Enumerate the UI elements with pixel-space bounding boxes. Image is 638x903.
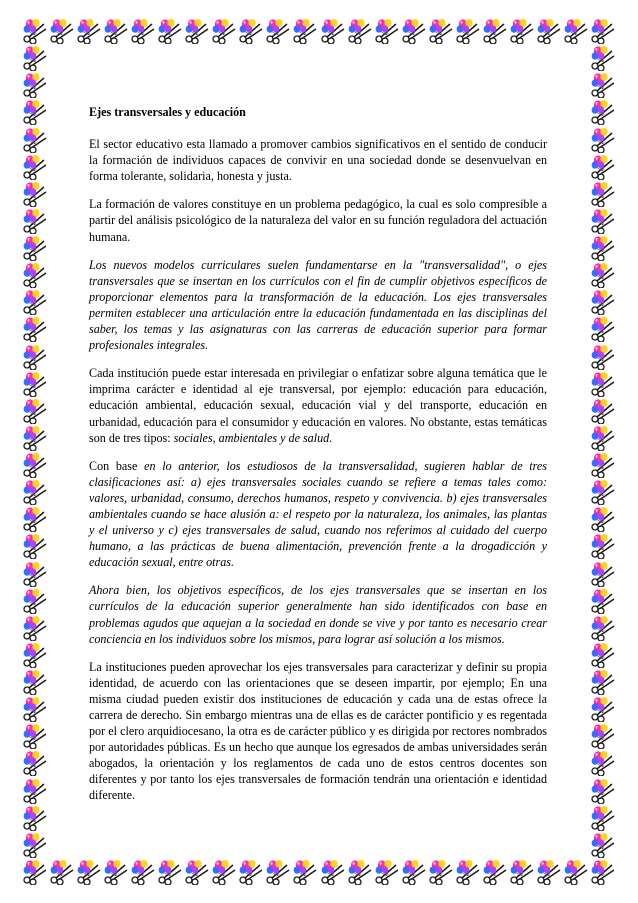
- balloons-scissors-icon: [238, 859, 264, 885]
- balloons-scissors-icon: [22, 127, 48, 153]
- page-title: Ejes transversales y educación: [89, 105, 246, 119]
- balloons-scissors-icon: [590, 859, 616, 885]
- balloons-scissors-icon: [590, 832, 616, 858]
- balloons-scissors-icon: [590, 262, 616, 288]
- balloons-scissors-icon: [428, 18, 454, 44]
- balloons-scissors-icon: [22, 289, 48, 315]
- balloons-scissors-icon: [374, 18, 400, 44]
- balloons-scissors-icon: [563, 18, 589, 44]
- paragraph-1: El sector educativo esta llamado a promover cambios significativos en el sentido de conducir la formación de individuos capaces de convivir en una sociedad donde se desenvuelvan en forma tolerante, solidaria, honesta y justa.: [89, 137, 547, 184]
- balloons-scissors-icon: [130, 18, 156, 44]
- paragraph-4-text: Cada institución puede estar interesada en privilegiar o enfatizar sobre alguna temática que le imprima carácter e identidad al eje transversal, por ejemplo: educación para educación, educación ambiental, educación sexual, educación vial y del transporte, educación en urbanidad, educación para el consumidor y educación en valores. No obstante, estas temáticas son de tres tipos:: [89, 366, 547, 445]
- balloons-scissors-icon: [22, 723, 48, 749]
- balloons-scissors-icon: [590, 506, 616, 532]
- balloons-scissors-icon: [590, 316, 616, 342]
- balloons-scissors-icon: [22, 452, 48, 478]
- balloons-scissors-icon: [509, 859, 535, 885]
- balloons-scissors-icon: [590, 805, 616, 831]
- balloons-scissors-icon: [184, 18, 210, 44]
- balloons-scissors-icon: [482, 859, 508, 885]
- balloons-scissors-icon: [238, 18, 264, 44]
- balloons-scissors-icon: [22, 344, 48, 370]
- balloons-scissors-icon: [184, 859, 210, 885]
- balloons-scissors-icon: [22, 154, 48, 180]
- balloons-scissors-icon: [22, 832, 48, 858]
- balloons-scissors-icon: [22, 72, 48, 98]
- balloons-scissors-icon: [347, 18, 373, 44]
- document-body: [89, 104, 547, 816]
- balloons-scissors-icon: [590, 561, 616, 587]
- balloons-scissors-icon: [130, 859, 156, 885]
- balloons-scissors-icon: [22, 859, 48, 885]
- balloons-scissors-icon: [563, 859, 589, 885]
- balloons-scissors-icon: [590, 99, 616, 125]
- balloons-scissors-icon: [157, 18, 183, 44]
- balloons-scissors-icon: [590, 289, 616, 315]
- balloons-scissors-icon: [292, 18, 318, 44]
- balloons-scissors-icon: [22, 18, 48, 44]
- balloons-scissors-icon: [22, 425, 48, 451]
- balloons-scissors-icon: [401, 18, 427, 44]
- balloons-scissors-icon: [590, 398, 616, 424]
- balloons-scissors-icon: [590, 533, 616, 559]
- balloons-scissors-icon: [22, 181, 48, 207]
- balloons-scissors-icon: [22, 208, 48, 234]
- paragraph-3: Los nuevos modelos curriculares suelen fundamentarse en la "transversalidad", o ejes transversales que se insertan en los currículos con el fin de cumplir objetivos específicos de proporcionar elementos para la transformación de la educación. Los ejes transversales permiten establecer una articulación entre la educación fundamentada en las disciplinas del saber, los temas y las asignaturas con las carreras de educación superior para formar profesionales integrales.: [89, 257, 547, 353]
- balloons-scissors-icon: [22, 506, 48, 532]
- balloons-scissors-icon: [590, 642, 616, 668]
- balloons-scissors-icon: [22, 642, 48, 668]
- balloons-scissors-icon: [22, 398, 48, 424]
- balloons-scissors-icon: [590, 696, 616, 722]
- balloons-scissors-icon: [590, 18, 616, 44]
- paragraph-6: Ahora bien, los objetivos específicos, de los ejes transversales que se insertan en los currículos de la educación superior generalmente han sido identificados con base en problemas agudos que aquejan a la sociedad en donde se vive y por tanto es necesario crear conciencia en los individuos sobre los mismos, para lograr así solución a los mismos.: [89, 583, 547, 646]
- balloons-scissors-icon: [320, 18, 346, 44]
- paragraph-4-end: .: [329, 430, 333, 445]
- balloons-scissors-icon: [590, 750, 616, 776]
- paragraph-7: La instituciones pueden aprovechar los ejes transversales para caracterizar y definir su propia identidad, de acuerdo con las orientaciones que se deseen impartir, por ejemplo; En una misma ciudad pueden existir dos instituciones de educación y cada una de estas ofrece la carrera de derecho. Sin embargo mientras una de ellas es de carácter pontificio y es regentada por el clero arquidiocesano, la otra es de carácter público y es dirigida por rectores nombrados por autoridades públicas. Es un hecho que aunque los egresados de ambas universidades serán abogados, la orientación y los reglamentos de cada uno de estos centros docentes son diferentes y por tanto los ejes transversales de formación tendrán una orientación e identidad diferente.: [89, 659, 547, 803]
- balloons-scissors-icon: [428, 859, 454, 885]
- balloons-scissors-icon: [590, 452, 616, 478]
- balloons-scissors-icon: [590, 72, 616, 98]
- balloons-scissors-icon: [590, 181, 616, 207]
- balloons-scissors-icon: [22, 615, 48, 641]
- balloons-scissors-icon: [590, 778, 616, 804]
- balloons-scissors-icon: [590, 588, 616, 614]
- balloons-scissors-icon: [590, 371, 616, 397]
- paragraph-5-lead: Con base: [89, 458, 145, 473]
- balloons-scissors-icon: [509, 18, 535, 44]
- balloons-scissors-icon: [22, 696, 48, 722]
- balloons-scissors-icon: [22, 533, 48, 559]
- balloons-scissors-icon: [292, 859, 318, 885]
- balloons-scissors-icon: [22, 235, 48, 261]
- paragraph-5: [89, 458, 547, 571]
- balloons-scissors-icon: [76, 859, 102, 885]
- balloons-scissors-icon: [22, 805, 48, 831]
- balloons-scissors-icon: [22, 479, 48, 505]
- paragraph-5-text: en lo anterior, los estudiosos de la transversalidad, sugieren hablar de tres clasificaciones así: a) ejes transversales sociales cuando se refiere a temas tales como: valores, urbanidad, consumo, derechos humanos, respeto y convivencia. b) ejes transversales ambientales cuando se hace alusión a: el respeto por la naturaleza, los animales, las plantas y el universo y c) ejes transversales de salud, cuando nos referimos al cuidado del cuerpo humano, a las prácticas de buena alimentación, prevención frente a la drogadicción y educación sexual, entre otras.: [89, 458, 547, 570]
- balloons-scissors-icon: [22, 262, 48, 288]
- balloons-scissors-icon: [590, 669, 616, 695]
- balloons-scissors-icon: [590, 154, 616, 180]
- balloons-scissors-icon: [590, 235, 616, 261]
- balloons-scissors-icon: [590, 127, 616, 153]
- balloons-scissors-icon: [76, 18, 102, 44]
- balloons-scissors-icon: [265, 859, 291, 885]
- balloons-scissors-icon: [157, 859, 183, 885]
- balloons-scissors-icon: [22, 99, 48, 125]
- balloons-scissors-icon: [590, 208, 616, 234]
- balloons-scissors-icon: [103, 859, 129, 885]
- balloons-scissors-icon: [590, 479, 616, 505]
- balloons-scissors-icon: [265, 18, 291, 44]
- balloons-scissors-icon: [455, 18, 481, 44]
- paragraph-4-emphasis: sociales, ambientales y de salud: [173, 430, 330, 445]
- balloons-scissors-icon: [320, 859, 346, 885]
- balloons-scissors-icon: [347, 859, 373, 885]
- balloons-scissors-icon: [22, 316, 48, 342]
- balloons-scissors-icon: [49, 18, 75, 44]
- balloons-scissors-icon: [401, 859, 427, 885]
- balloons-scissors-icon: [482, 18, 508, 44]
- balloons-scissors-icon: [22, 371, 48, 397]
- balloons-scissors-icon: [22, 669, 48, 695]
- balloons-scissors-icon: [22, 750, 48, 776]
- balloons-scissors-icon: [536, 18, 562, 44]
- balloons-scissors-icon: [103, 18, 129, 44]
- balloons-scissors-icon: [590, 45, 616, 71]
- balloons-scissors-icon: [22, 778, 48, 804]
- balloons-scissors-icon: [22, 588, 48, 614]
- balloons-scissors-icon: [374, 859, 400, 885]
- balloons-scissors-icon: [536, 859, 562, 885]
- balloons-scissors-icon: [211, 859, 237, 885]
- balloons-scissors-icon: [590, 615, 616, 641]
- paragraph-2: La formación de valores constituye en un problema pedagógico, la cual es solo compresible a partir del análisis psicológico de la naturaleza del valor en su función reguladora del actuación humana.: [89, 197, 547, 244]
- balloons-scissors-icon: [590, 425, 616, 451]
- balloons-scissors-icon: [22, 45, 48, 71]
- balloons-scissors-icon: [49, 859, 75, 885]
- balloons-scissors-icon: [211, 18, 237, 44]
- balloons-scissors-icon: [22, 561, 48, 587]
- balloons-scissors-icon: [590, 723, 616, 749]
- balloons-scissors-icon: [590, 344, 616, 370]
- paragraph-4: [89, 365, 547, 445]
- balloons-scissors-icon: [455, 859, 481, 885]
